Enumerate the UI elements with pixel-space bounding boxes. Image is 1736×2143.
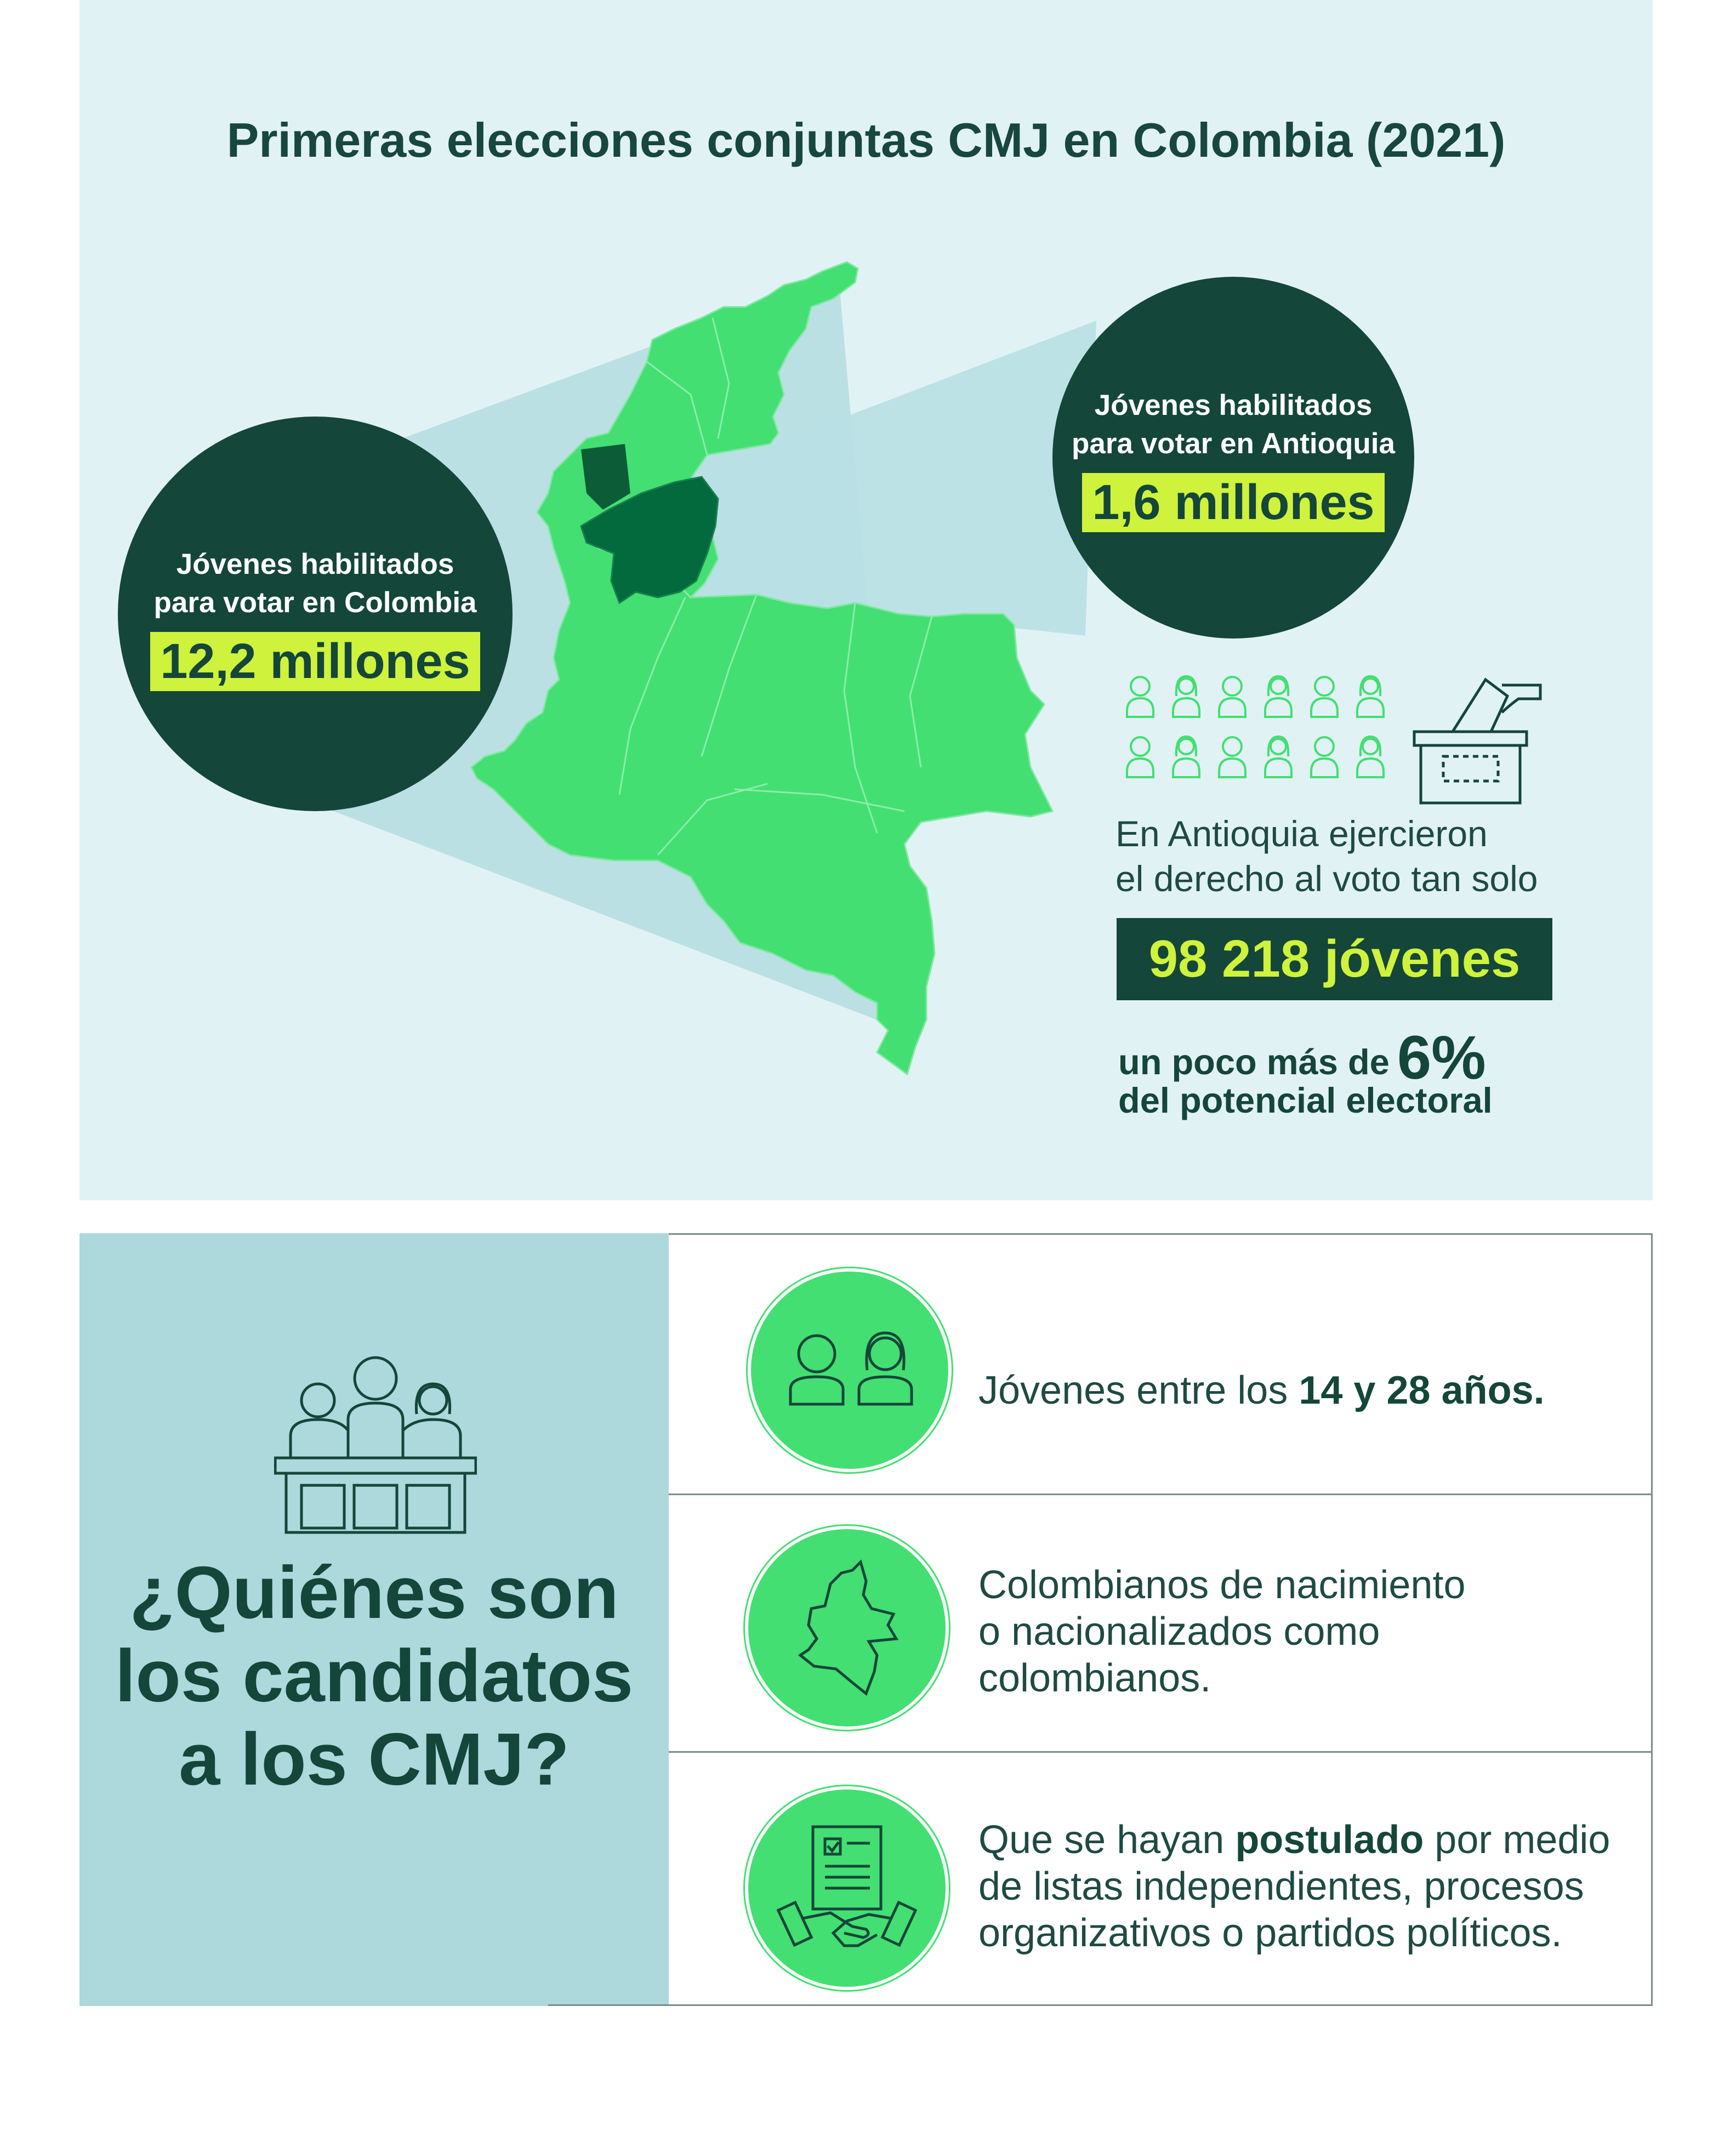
antioquia-stat-label-2: para votar en Antioquia	[1072, 428, 1395, 460]
page-title: Primeras elecciones conjuntas CMJ en Colombia (2021)	[226, 113, 1506, 167]
colombia-stat-circle	[118, 417, 513, 811]
bottom-baseline	[548, 2004, 669, 2006]
antioquia-stat-value: 1,6 millones	[1082, 473, 1384, 532]
question-line2: los candidatos	[115, 1634, 634, 1717]
turnout-pct-suffix: del potencial electoral	[1118, 1080, 1493, 1120]
requirement-nationality-line1: Colombianos de nacimiento	[978, 1563, 1466, 1607]
voters-ballot-icon	[1124, 674, 1551, 806]
colombia-map-icon	[748, 1529, 946, 1726]
requirement-nomination	[978, 1817, 1642, 1957]
requirement-nomination-after: por medio	[1424, 1818, 1610, 1862]
antioquia-stat-circle	[1052, 277, 1414, 639]
antioquia-stat-label-1: Jóvenes habilitados	[1094, 389, 1373, 421]
requirement-nomination-line3: organizativos o partidos políticos.	[978, 1911, 1562, 1955]
colombia-map-icon-circle	[748, 1529, 946, 1726]
requirement-age-bold: 14 y 28 años.	[1299, 1369, 1545, 1412]
requirement-nationality-line3: colombianos.	[978, 1656, 1211, 1700]
turnout-text-line1: En Antioquia ejercieron	[1115, 813, 1488, 854]
row-divider-1	[669, 1494, 1653, 1495]
turnout-value: 98 218 jóvenes	[1117, 918, 1552, 1000]
requirement-nomination-before: Que se hayan	[978, 1818, 1236, 1862]
requirement-nationality	[978, 1562, 1642, 1702]
colombia-stat-label-1: Jóvenes habilitados	[176, 548, 454, 580]
turnout-text	[1115, 811, 1609, 901]
requirement-nomination-line1	[978, 1817, 1642, 1863]
candidates-council-icon	[274, 1348, 477, 1535]
question-line1: ¿Quiénes son	[129, 1551, 619, 1634]
young-people-icon-circle	[751, 1272, 948, 1469]
requirement-nationality-line2: o nacionalizados como	[978, 1610, 1380, 1654]
row-divider-2	[669, 1751, 1653, 1753]
requirement-age-text: Jóvenes entre los	[978, 1369, 1299, 1412]
handshake-document-icon	[748, 1789, 946, 1987]
requirement-nomination-line2: de listas independientes, procesos	[978, 1865, 1584, 1908]
colombia-stat-label-2: para votar en Colombia	[153, 586, 477, 619]
colombia-stat-value: 12,2 millones	[150, 632, 480, 691]
question-line3: a los CMJ?	[179, 1718, 570, 1800]
candidates-question	[79, 1551, 669, 1801]
requirement-nomination-bold: postulado	[1235, 1818, 1424, 1862]
requirement-age	[978, 1367, 1642, 1414]
young-people-icon	[751, 1272, 948, 1469]
turnout-text-line2: el derecho al voto tan solo	[1115, 858, 1538, 899]
turnout-pct-value: 6%	[1397, 1023, 1486, 1092]
handshake-document-icon-circle	[748, 1789, 946, 1987]
turnout-pct-prefix: un poco más de	[1118, 1042, 1390, 1082]
